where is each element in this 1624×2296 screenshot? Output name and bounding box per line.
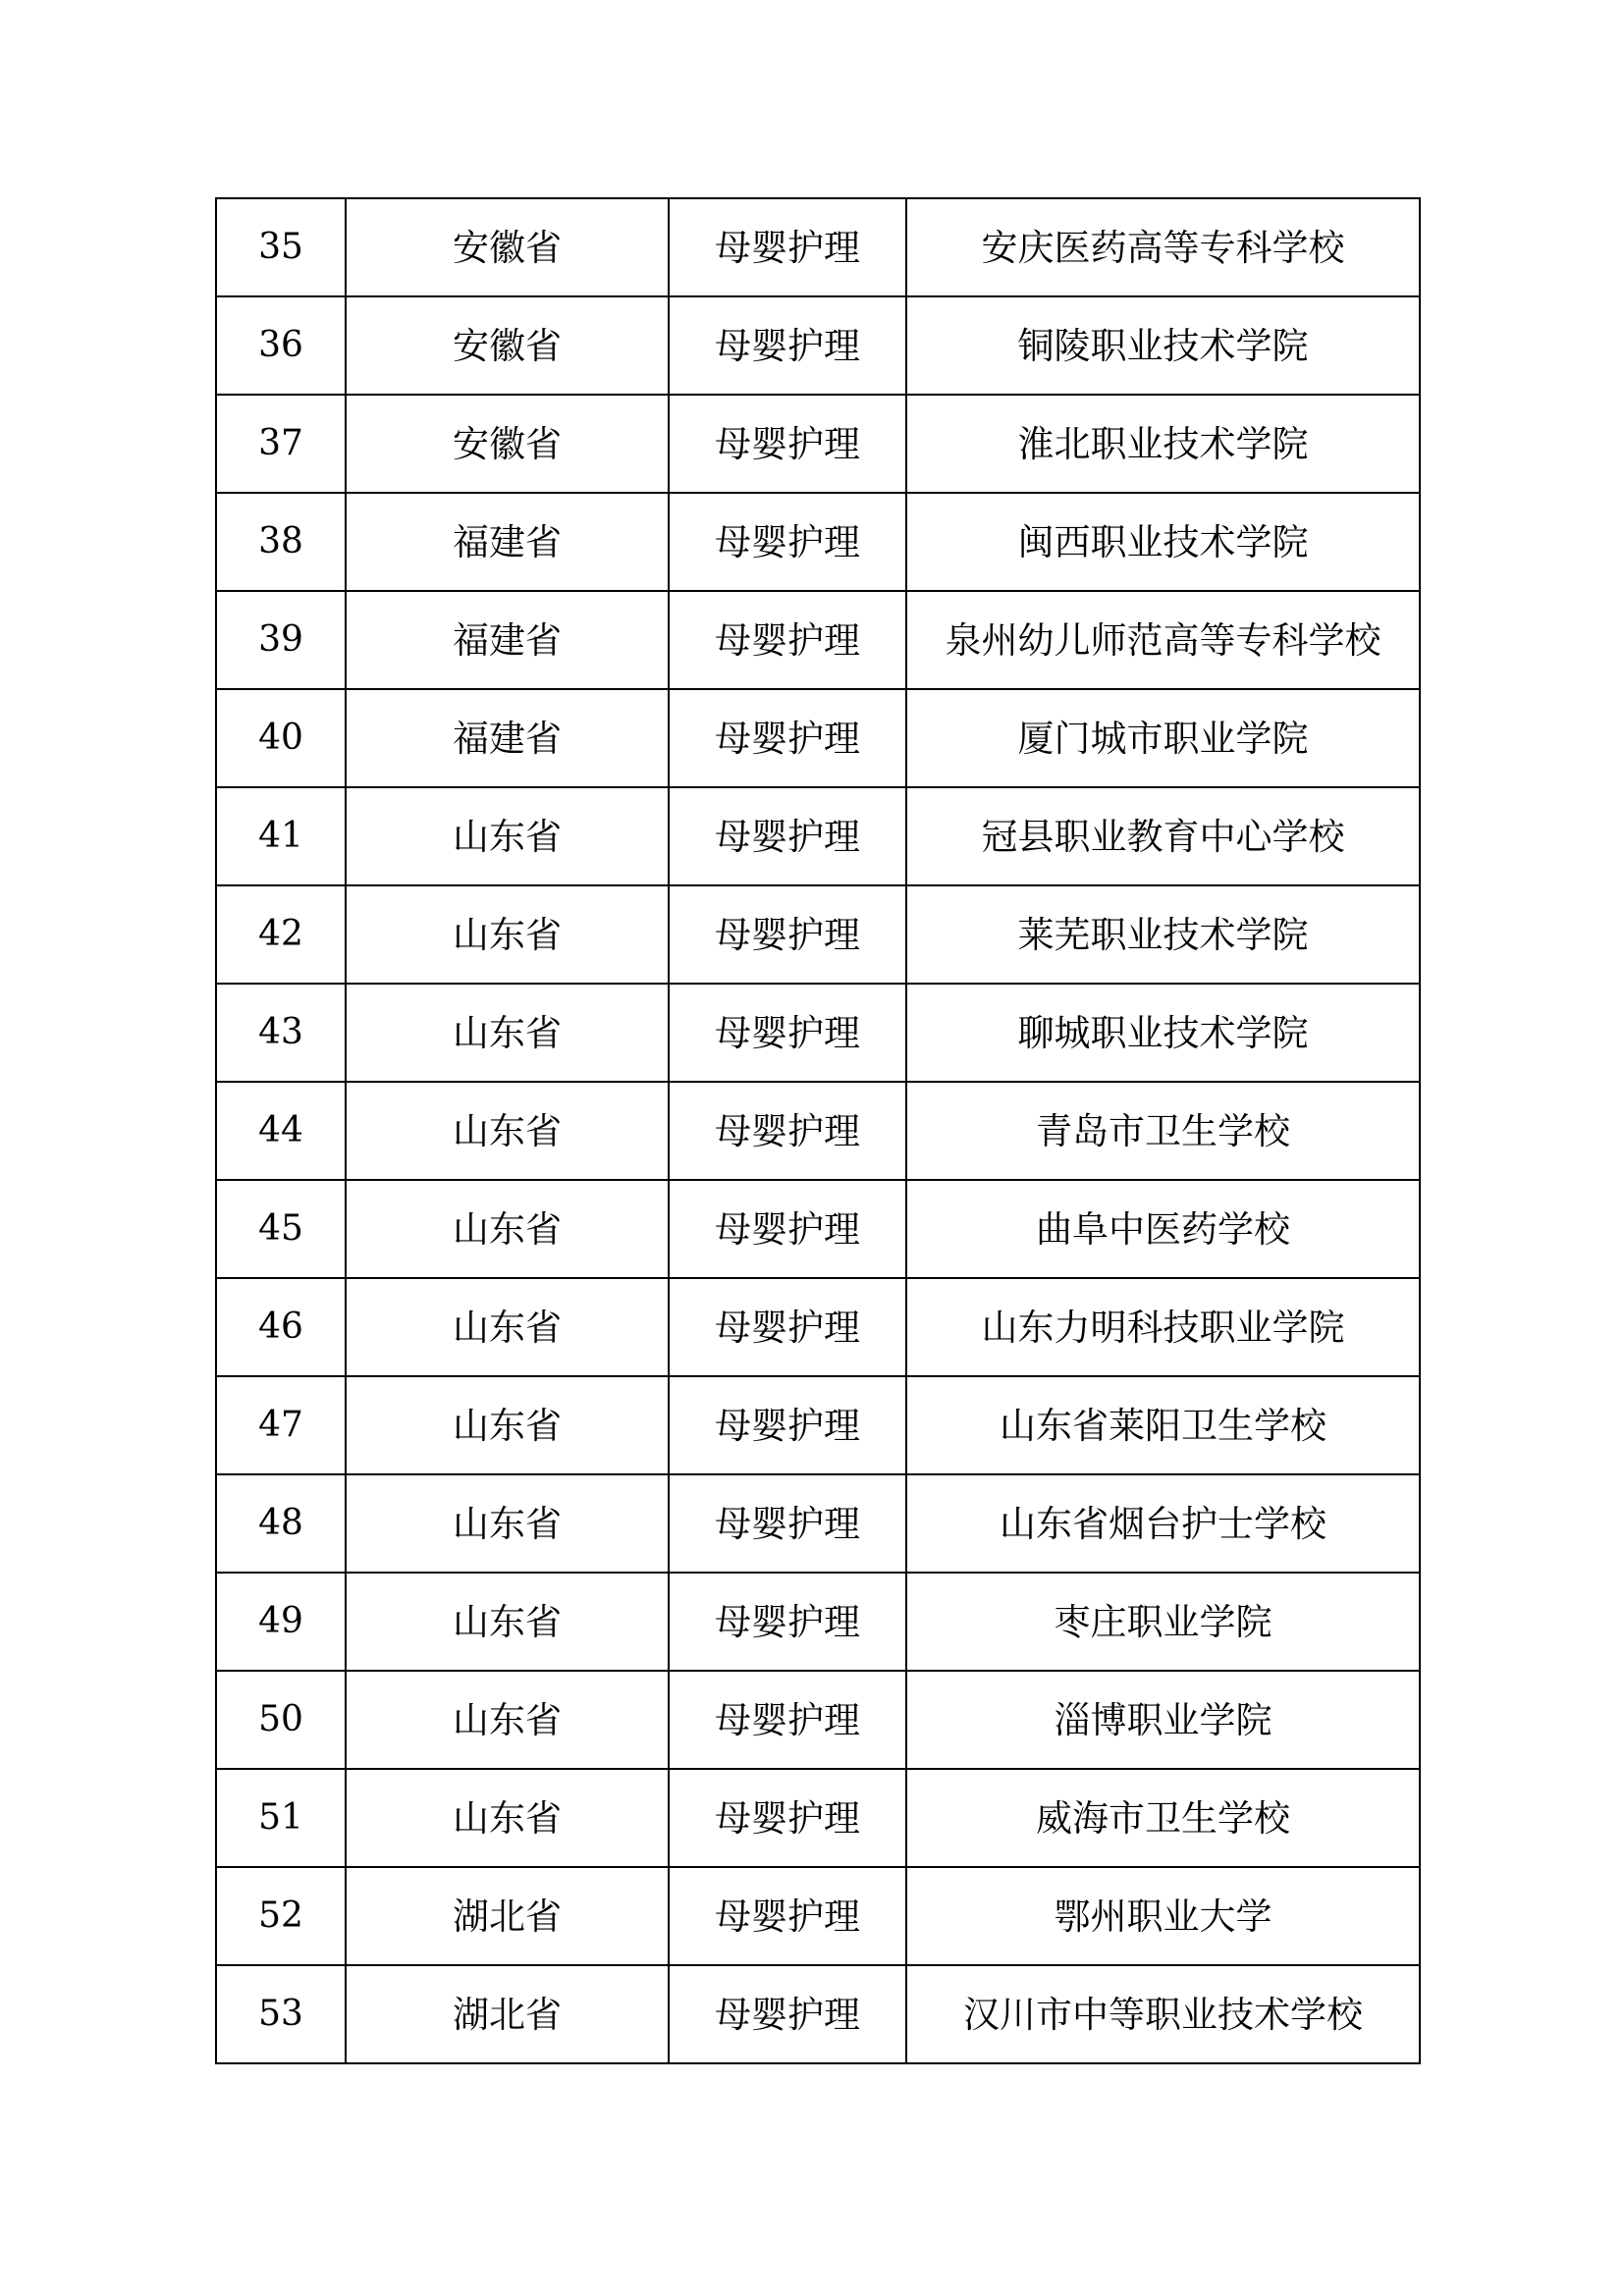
major-cell: 母婴护理: [669, 1180, 906, 1278]
province-cell: 山东省: [346, 1278, 669, 1376]
major-cell: 母婴护理: [669, 1965, 906, 2063]
province-cell: 福建省: [346, 689, 669, 787]
major-cell: 母婴护理: [669, 591, 906, 689]
major-cell: 母婴护理: [669, 296, 906, 395]
school-name-cell: 青岛市卫生学校: [906, 1082, 1420, 1180]
province-cell: 山东省: [346, 1769, 669, 1867]
row-number-cell: 43: [216, 984, 346, 1082]
row-number-cell: 51: [216, 1769, 346, 1867]
major-cell: 母婴护理: [669, 689, 906, 787]
province-cell: 山东省: [346, 1376, 669, 1474]
table-row: [216, 689, 1420, 787]
major-cell: 母婴护理: [669, 1474, 906, 1573]
major-cell: 母婴护理: [669, 1671, 906, 1769]
province-cell: 山东省: [346, 1573, 669, 1671]
major-cell: 母婴护理: [669, 395, 906, 493]
row-number-cell: 41: [216, 787, 346, 885]
major-cell: 母婴护理: [669, 885, 906, 984]
school-name-cell: 淮北职业技术学院: [906, 395, 1420, 493]
row-number-cell: 52: [216, 1867, 346, 1965]
major-cell: 母婴护理: [669, 198, 906, 296]
major-cell: 母婴护理: [669, 1376, 906, 1474]
school-name-cell: 聊城职业技术学院: [906, 984, 1420, 1082]
province-cell: 山东省: [346, 984, 669, 1082]
row-number-cell: 48: [216, 1474, 346, 1573]
school-name-cell: 泉州幼儿师范高等专科学校: [906, 591, 1420, 689]
school-name-cell: 威海市卫生学校: [906, 1769, 1420, 1867]
major-cell: 母婴护理: [669, 1867, 906, 1965]
row-number-cell: 44: [216, 1082, 346, 1180]
province-cell: 湖北省: [346, 1867, 669, 1965]
school-name-cell: 冠县职业教育中心学校: [906, 787, 1420, 885]
table-body: [216, 198, 1420, 2063]
major-cell: 母婴护理: [669, 1082, 906, 1180]
province-cell: 山东省: [346, 1671, 669, 1769]
table-row: [216, 1769, 1420, 1867]
table-row: [216, 493, 1420, 591]
table-row: [216, 296, 1420, 395]
school-name-cell: 铜陵职业技术学院: [906, 296, 1420, 395]
province-cell: 湖北省: [346, 1965, 669, 2063]
province-cell: 福建省: [346, 493, 669, 591]
row-number-cell: 39: [216, 591, 346, 689]
table-row: [216, 1573, 1420, 1671]
province-cell: 山东省: [346, 1474, 669, 1573]
row-number-cell: 46: [216, 1278, 346, 1376]
province-cell: 安徽省: [346, 296, 669, 395]
table-row: [216, 885, 1420, 984]
major-cell: 母婴护理: [669, 493, 906, 591]
school-name-cell: 汉川市中等职业技术学校: [906, 1965, 1420, 2063]
row-number-cell: 42: [216, 885, 346, 984]
table-row: [216, 1376, 1420, 1474]
school-name-cell: 淄博职业学院: [906, 1671, 1420, 1769]
school-name-cell: 闽西职业技术学院: [906, 493, 1420, 591]
school-name-cell: 枣庄职业学院: [906, 1573, 1420, 1671]
province-cell: 山东省: [346, 885, 669, 984]
table-row: [216, 1082, 1420, 1180]
school-name-cell: 安庆医药高等专科学校: [906, 198, 1420, 296]
table-row: [216, 1278, 1420, 1376]
school-name-cell: 曲阜中医药学校: [906, 1180, 1420, 1278]
row-number-cell: 50: [216, 1671, 346, 1769]
province-cell: 安徽省: [346, 198, 669, 296]
row-number-cell: 37: [216, 395, 346, 493]
major-cell: 母婴护理: [669, 984, 906, 1082]
table-row: [216, 1867, 1420, 1965]
row-number-cell: 35: [216, 198, 346, 296]
school-name-cell: 山东力明科技职业学院: [906, 1278, 1420, 1376]
province-cell: 山东省: [346, 787, 669, 885]
table-row: [216, 1671, 1420, 1769]
table-row: [216, 1180, 1420, 1278]
major-cell: 母婴护理: [669, 787, 906, 885]
row-number-cell: 45: [216, 1180, 346, 1278]
major-cell: 母婴护理: [669, 1278, 906, 1376]
province-cell: 安徽省: [346, 395, 669, 493]
row-number-cell: 40: [216, 689, 346, 787]
table-row: [216, 395, 1420, 493]
province-cell: 福建省: [346, 591, 669, 689]
table-row: [216, 984, 1420, 1082]
school-list-table: [215, 197, 1421, 2064]
table-row: [216, 1965, 1420, 2063]
major-cell: 母婴护理: [669, 1573, 906, 1671]
table-row: [216, 198, 1420, 296]
school-name-cell: 山东省烟台护士学校: [906, 1474, 1420, 1573]
province-cell: 山东省: [346, 1082, 669, 1180]
row-number-cell: 53: [216, 1965, 346, 2063]
table-row: [216, 591, 1420, 689]
school-name-cell: 莱芜职业技术学院: [906, 885, 1420, 984]
row-number-cell: 36: [216, 296, 346, 395]
school-name-cell: 山东省莱阳卫生学校: [906, 1376, 1420, 1474]
province-cell: 山东省: [346, 1180, 669, 1278]
row-number-cell: 38: [216, 493, 346, 591]
school-name-cell: 鄂州职业大学: [906, 1867, 1420, 1965]
row-number-cell: 49: [216, 1573, 346, 1671]
school-name-cell: 厦门城市职业学院: [906, 689, 1420, 787]
table-row: [216, 1474, 1420, 1573]
major-cell: 母婴护理: [669, 1769, 906, 1867]
table-row: [216, 787, 1420, 885]
row-number-cell: 47: [216, 1376, 346, 1474]
